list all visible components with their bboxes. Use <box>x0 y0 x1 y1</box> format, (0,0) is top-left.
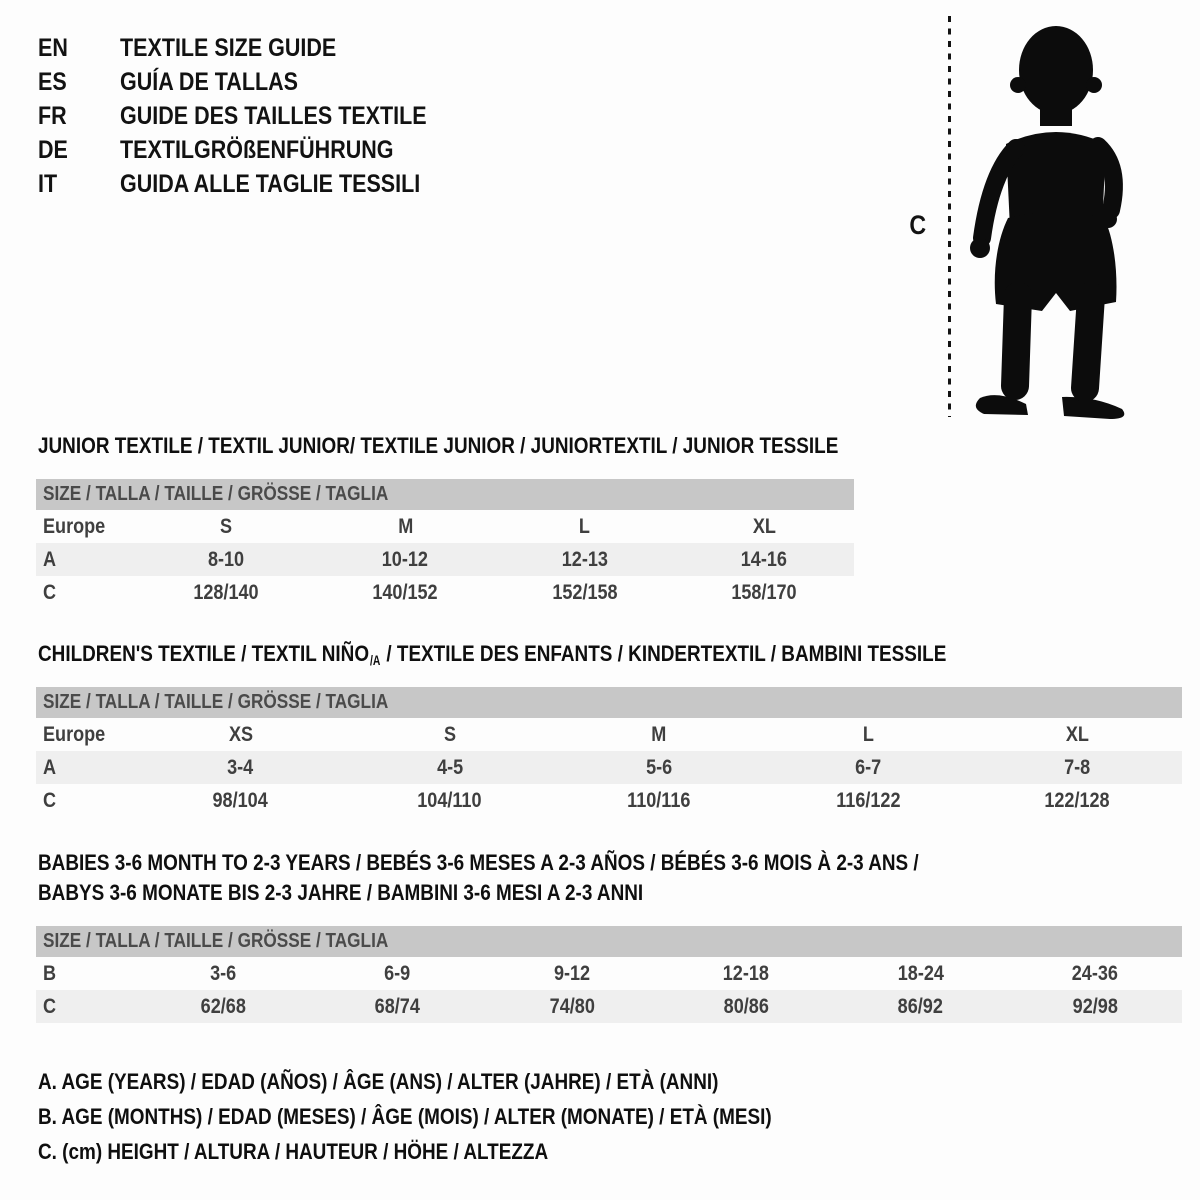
height-cell: 104/110 <box>417 788 482 812</box>
height-cell: 152/158 <box>552 580 618 604</box>
language-code: DE <box>38 135 68 164</box>
table-row-months <box>36 957 1182 990</box>
table-row-height <box>36 784 1182 817</box>
size-cell: M <box>397 514 413 538</box>
months-cell: 3-6 <box>210 961 237 985</box>
junior-size-table <box>36 479 854 609</box>
height-cell: 122/128 <box>1044 788 1111 812</box>
months-cell: 18-24 <box>897 961 944 985</box>
row-label: Europe <box>43 722 106 746</box>
age-cell: 4-5 <box>436 755 463 779</box>
height-cell: 98/104 <box>212 788 269 812</box>
size-cell: XS <box>228 722 253 746</box>
height-cell: 158/170 <box>731 580 797 604</box>
months-cell: 12-18 <box>723 961 770 985</box>
language-row-it <box>38 167 477 201</box>
row-label: B <box>43 961 57 985</box>
height-cell: 128/140 <box>193 580 259 604</box>
size-header-bar: SIZE / TALLA / TAILLE / GRÖSSE / TAGLIA <box>36 926 1182 957</box>
legend-age-months: B. AGE (MONTHS) / EDAD (MESES) / ÂGE (MOIS) / ALTER (MONATE) / ETÀ (MESI) <box>38 1103 772 1129</box>
row-label: C <box>43 580 57 604</box>
size-header-bar: SIZE / TALLA / TAILLE / GRÖSSE / TAGLIA <box>36 479 854 510</box>
nino-a-subscript: /A <box>369 652 381 668</box>
row-label: C <box>43 788 57 812</box>
height-measure-label: C <box>909 210 927 240</box>
table-row-europe <box>36 718 1182 751</box>
age-cell: 5-6 <box>645 755 673 779</box>
language-code: FR <box>38 101 67 130</box>
table-row-europe <box>36 510 854 543</box>
language-title: TEXTILGRÖßENFÜHRUNG <box>120 135 394 164</box>
size-cell: XL <box>1065 722 1089 746</box>
size-cell: M <box>651 722 667 746</box>
children-size-table <box>36 687 1182 817</box>
language-title: GUÍA DE TALLAS <box>120 67 298 96</box>
language-title: GUIDE DES TAILLES TEXTILE <box>120 101 427 130</box>
babies-section-title: BABIES 3-6 MONTH TO 2-3 YEARS / BEBÉS 3-6 MESES A 2-3 AÑOS / BÉBÉS 3-6 MOIS À 2-3 ANS / BABYS 3-6 MONATE BIS 2-3 JAHRE / BAMBINI 3-6 MESI A 2-3 ANNI <box>38 850 919 905</box>
language-list <box>38 31 477 201</box>
babies-size-table <box>36 926 1182 1023</box>
height-cell: 74/80 <box>549 994 595 1018</box>
language-title: TEXTILE SIZE GUIDE <box>120 33 337 62</box>
height-cell: 62/68 <box>200 994 246 1018</box>
age-cell: 7-8 <box>1064 755 1091 779</box>
toddler-silhouette <box>960 12 1138 422</box>
row-label: C <box>43 994 57 1018</box>
age-cell: 6-7 <box>855 755 882 779</box>
age-cell: 3-4 <box>227 755 254 779</box>
months-cell: 24-36 <box>1071 961 1118 985</box>
language-code: ES <box>38 67 67 96</box>
language-row-en <box>38 31 477 65</box>
height-cell: 140/152 <box>372 580 438 604</box>
language-code: IT <box>38 169 58 198</box>
age-cell: 14-16 <box>741 547 788 571</box>
months-cell: 6-9 <box>384 961 411 985</box>
size-header-bar: SIZE / TALLA / TAILLE / GRÖSSE / TAGLIA <box>36 687 1182 718</box>
table-row-age <box>36 751 1182 784</box>
size-cell: XL <box>752 514 776 538</box>
language-title: GUIDA ALLE TAGLIE TESSILI <box>120 169 421 198</box>
age-cell: 10-12 <box>382 547 429 571</box>
row-label: A <box>43 755 57 779</box>
language-row-de <box>38 133 477 167</box>
row-label: A <box>43 547 57 571</box>
children-section-title: CHILDREN'S TEXTILE / TEXTIL NIÑO/A / TEXTILE DES ENFANTS / KINDERTEXTIL / BAMBINI TESSILE <box>38 639 1094 675</box>
height-cell: 80/86 <box>723 994 769 1018</box>
row-label: Europe <box>43 514 106 538</box>
height-cell: 92/98 <box>1072 994 1118 1018</box>
size-cell: S <box>219 514 232 538</box>
measure-legend <box>38 1064 891 1169</box>
table-row-height <box>36 576 854 609</box>
age-cell: 8-10 <box>207 547 244 571</box>
table-row-height <box>36 990 1182 1023</box>
legend-age-years: A. AGE (YEARS) / EDAD (AÑOS) / ÂGE (ANS) / ALTER (JAHRE) / ETÀ (ANNI) <box>38 1068 719 1094</box>
height-cell: 116/122 <box>836 788 901 812</box>
size-cell: L <box>579 514 591 538</box>
language-row-fr <box>38 99 477 133</box>
height-cell: 86/92 <box>897 994 944 1018</box>
size-cell: S <box>443 722 456 746</box>
language-row-es <box>38 65 477 99</box>
junior-section-title: JUNIOR TEXTILE / TEXTIL JUNIOR/ TEXTILE JUNIOR / JUNIORTEXTIL / JUNIOR TESSILE <box>38 433 839 458</box>
language-code: EN <box>38 33 68 62</box>
size-cell: L <box>862 722 874 746</box>
table-row-age <box>36 543 854 576</box>
height-cell: 110/116 <box>627 788 691 812</box>
age-cell: 12-13 <box>561 547 608 571</box>
legend-height-cm: C. (cm) HEIGHT / ALTURA / HAUTEUR / HÖHE / ALTEZZA <box>38 1138 549 1164</box>
height-measure-dashed-line <box>948 16 951 417</box>
months-cell: 9-12 <box>553 961 590 985</box>
height-cell: 68/74 <box>374 994 421 1018</box>
